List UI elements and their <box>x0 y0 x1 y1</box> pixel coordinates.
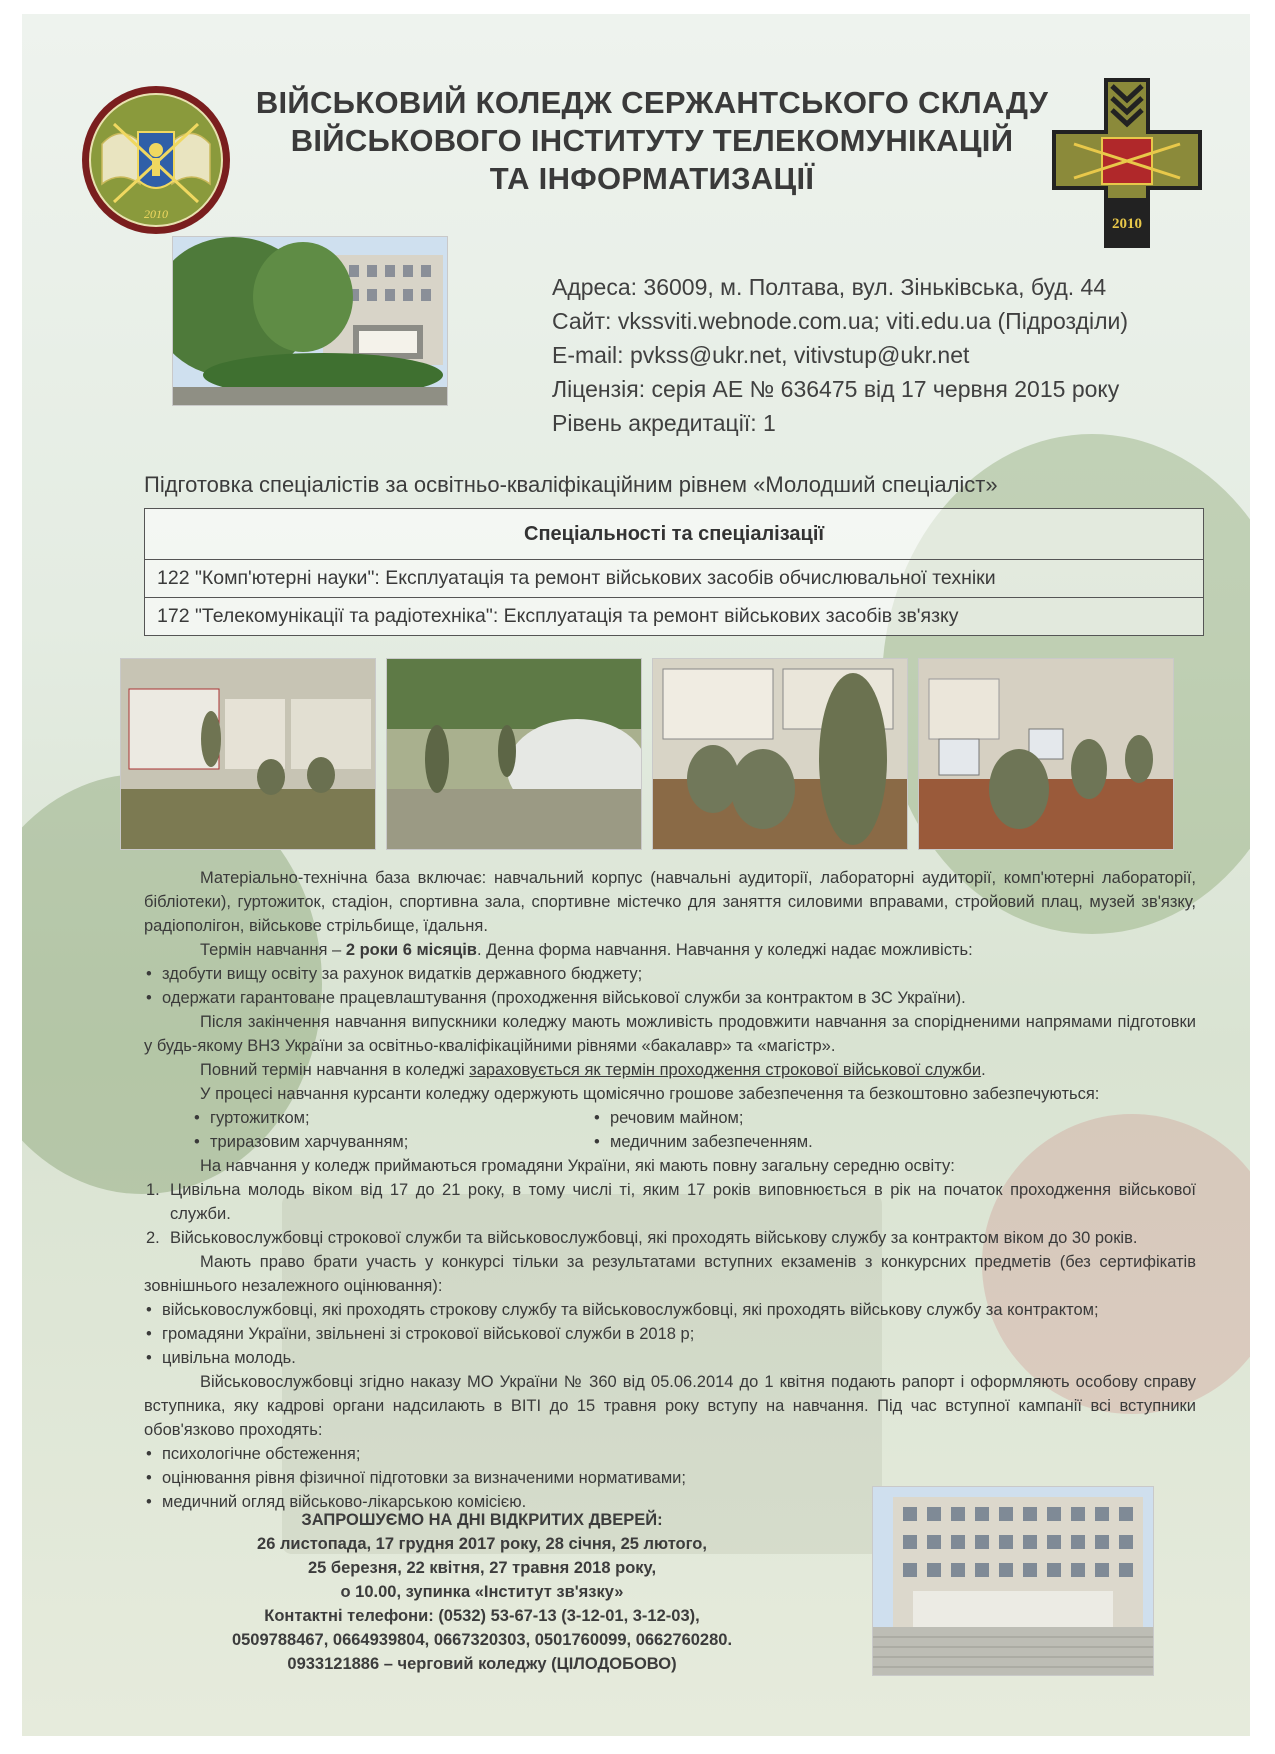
table-row: 122 "Комп'ютерні науки": Експлуатація та ремонт військових засобів обчислювальної техніки <box>157 567 996 589</box>
poster-page <box>22 14 1250 1736</box>
numbered-item: 1. Цивільна молодь віком від 17 до 21 року, в тому числі ті, яким 17 років виповнюється в рік на початок проходження військової служби. <box>146 1181 1196 1223</box>
computer-lab-photo <box>918 658 1174 850</box>
cross-emblem-icon <box>1052 78 1202 248</box>
list-item: • гуртожитком; <box>192 1106 592 1130</box>
footer-line: 26 листопада, 17 грудня 2017 року, 28 січня, 25 лютого, <box>257 1535 707 1553</box>
numbered-item: 2. Військовослужбовці строкової служби та військовослужбовці, які проходять військову службу за контрактом віком до 30 років. <box>146 1229 1138 1247</box>
college-building-photo <box>172 236 448 406</box>
footer-line: ЗАПРОШУЄМО НА ДНІ ВІДКРИТИХ ДВЕРЕЙ: <box>301 1511 663 1529</box>
paragraph: У процесі навчання курсанти коледжу одержують щомісячно грошове забезпечення та безкоштовно забезпечуються: <box>200 1085 1100 1103</box>
title-line: ТА ІНФОРМАТИЗАЦІЇ <box>489 161 815 196</box>
title-line: ВІЙСЬКОВИЙ КОЛЕДЖ СЕРЖАНТСЬКОГО СКЛАДУ <box>255 85 1049 120</box>
list-item: • цивільна молодь. <box>144 1346 1196 1370</box>
communications-lab-photo <box>652 658 908 850</box>
list-item: • речовим майном; <box>592 1106 972 1130</box>
list-item: • медичним забезпеченням. <box>592 1130 972 1154</box>
list-item: • одержати гарантоване працевлаштування (проходження військової служби за контрактом в ЗС України). <box>144 986 1196 1010</box>
list-item: • психологічне обстеження; <box>144 1442 1196 1466</box>
open-days-footer <box>202 1508 762 1676</box>
title-line: ВІЙСЬКОВОГО ІНСТИТУТУ ТЕЛЕКОМУНІКАЦІЙ <box>290 123 1014 158</box>
paragraph: На навчання у коледж приймаються громадяни України, які мають повну загальну середню освіту: <box>200 1157 955 1175</box>
paragraph: Після закінчення навчання випускники коледжу мають можливість продовжити навчання за спорідненими напрямами підготовки у будь-якому ВНЗ України за освітньо-кваліфікаційними рівнями «бакалавр» та «магістр». <box>144 1013 1196 1055</box>
page-title <box>242 84 1062 198</box>
benefits-list <box>144 1106 1196 1130</box>
specialties-table <box>144 508 1204 636</box>
emblem-year: 2010 <box>144 207 168 221</box>
footer-line: 0933121886 – черговий коледжу (ЦІЛОДОБОВО) <box>287 1655 677 1673</box>
list-item: • медичний огляд військово-лікарською комісією. <box>144 1490 1196 1514</box>
paragraph: Мають право брати участь у конкурсі тільки за результатами вступних екзаменів з конкурсних предметів (без сертифікатів зовнішнього незалежного оцінювання): <box>144 1253 1196 1295</box>
institute-building-photo <box>872 1486 1154 1676</box>
paragraph: Військовослужбовці згідно наказу МО України № 360 від 05.06.2014 до 1 квітня подають рапорт і оформляють особову справу вступника, яку кадрові органи надсилають в ВІТІ до 15 травня року вступу на навчання. Під час вступної кампанії всі вступники обов'язково проходять: <box>144 1373 1196 1439</box>
benefits-list <box>144 1130 1196 1154</box>
list-item: • здобути вищу освіту за рахунок видатків державного бюджету; <box>144 962 1196 986</box>
email: E-mail: pvkss@ukr.net, vitivstup@ukr.net <box>552 342 970 368</box>
list-item: • військовослужбовці, які проходять строкову службу та військовослужбовці, які проходять військову службу за контрактом; <box>144 1298 1196 1322</box>
body-text <box>144 866 1196 1514</box>
paragraph: Матеріально-технічна база включає: навчальний корпус (навчальні аудиторії, лабораторні аудиторії, комп'ютерні лабораторії, бібліотеки), гуртожиток, стадіон, спортивна зала, спортивне містечко для заняття силовими вправами, стройовий плац, музей зв'язку, радіополігон, військове стрільбище, їдальня. <box>144 869 1196 935</box>
underlined-text: зараховується як термін проходження строкової військової служби <box>469 1061 982 1079</box>
footer-line: 0509788467, 0664939804, 0667320303, 0501760099, 0662760280. <box>231 1631 733 1649</box>
table-row: 172 "Телекомунікації та радіотехніка": Експлуатація та ремонт військових засобів зв'язку <box>145 597 1203 635</box>
website: Сайт: vkssviti.webnode.com.ua; viti.edu.ua (Підрозділи) <box>552 308 1129 334</box>
list-item: • оцінювання рівня фізичної підготовки за визначеними нормативами; <box>144 1466 1196 1490</box>
license: Ліцензія: серія АЕ № 636475 від 17 червня 2015 року <box>552 376 1120 402</box>
table-header: Спеціальності та спеціалізації <box>145 509 1203 560</box>
footer-line: о 10.00, зупинка «Інститут зв'язку» <box>340 1583 624 1601</box>
list-item: • триразовим харчуванням; <box>192 1130 592 1154</box>
emblem-year: 2010 <box>1112 216 1142 232</box>
address: Адреса: 36009, м. Полтава, вул. Зіньківська, буд. 44 <box>552 274 1107 300</box>
paragraph: Термін навчання – 2 роки 6 місяців. Денна форма навчання. Навчання у коледжі надає можливість: <box>200 941 973 959</box>
college-emblem-icon <box>80 84 232 236</box>
accreditation: Рівень акредитації: 1 <box>552 410 776 436</box>
classroom-map-photo <box>120 658 376 850</box>
footer-line: Контактні телефони: (0532) 53-67-13 (3-12-01, 3-12-03), <box>264 1607 700 1625</box>
contact-info <box>552 270 1128 440</box>
paragraph: Повний термін навчання в коледжі зараховується як термін проходження строкової військової служби. <box>200 1061 986 1079</box>
study-term: 2 роки 6 місяців <box>345 941 477 959</box>
list-item: • громадяни України, звільнені зі строкової військової служби в 2018 р; <box>144 1322 1196 1346</box>
field-training-photo <box>386 658 642 850</box>
footer-line: 25 березня, 22 квітня, 27 травня 2018 року, <box>307 1559 657 1577</box>
preparation-level: Підготовка спеціалістів за освітньо-кваліфікаційним рівнем «Молодший спеціаліст» <box>144 472 998 497</box>
